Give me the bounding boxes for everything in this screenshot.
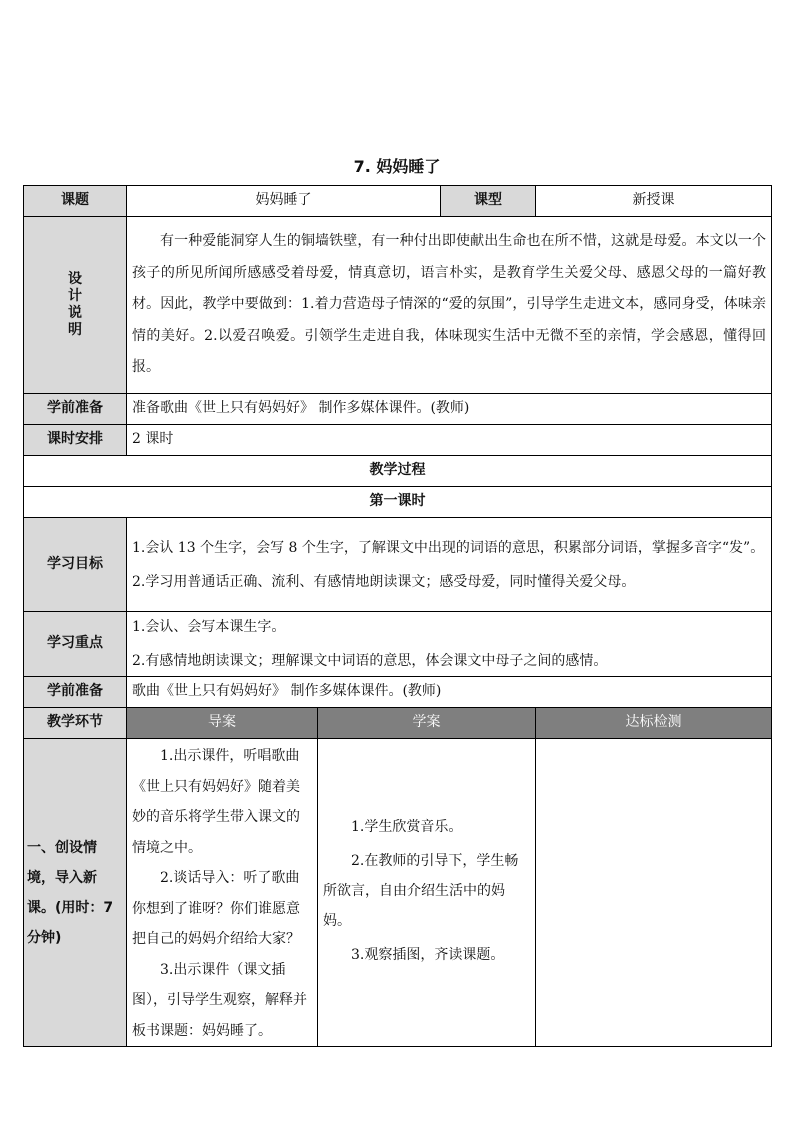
goals-label: 学习目标 [24, 518, 127, 612]
schedule-value: 2 课时 [127, 425, 772, 456]
prep-label-1: 学前准备 [24, 394, 127, 425]
schedule-row [24, 425, 772, 456]
guide-item: 1.出示课件，听唱歌曲《世上只有妈妈好》随着美妙的音乐将学生带入课文的情境之中。 [132, 748, 300, 856]
prep-row-2 [24, 677, 772, 708]
stage-row-1 [24, 739, 772, 1047]
process-heading: 教学过程 [24, 456, 772, 487]
study-item: 3.观察插图，齐读课题。 [351, 946, 505, 963]
focus-item: 1.会认、会写本课生字。 [132, 619, 286, 635]
study-item: 2.在教师的引导下，学生畅所欲言，自由介绍生活中的妈妈。 [323, 852, 519, 929]
prep-label-2: 学前准备 [24, 677, 127, 708]
prep-value-2: 歌曲《世上只有妈妈好》 制作多媒体课件。(教师) [127, 677, 772, 708]
focus-row [24, 612, 772, 677]
goals-cell [127, 518, 772, 612]
focus-label: 学习重点 [24, 612, 127, 677]
topic-label: 课题 [24, 186, 127, 217]
prep-row-1 [24, 394, 772, 425]
guide-cell [127, 739, 318, 1047]
design-text-cell [127, 217, 772, 394]
study-cell [318, 739, 536, 1047]
col-study-header: 学案 [318, 708, 536, 739]
stage-name: 一、创设情境，导入新课。(用时：7 分钟) [24, 739, 127, 1047]
process-heading-row [24, 456, 772, 487]
focus-cell [127, 612, 772, 677]
goal-item: 2.学习用普通话正确、流利、有感情地朗读课文；感受母爱，同时懂得关爱父母。 [132, 573, 636, 590]
topic-row [24, 186, 772, 217]
document-title: 7. 妈妈睡了 [353, 157, 441, 176]
lesson-type-value: 新授课 [536, 186, 772, 217]
col-check-header: 达标检测 [536, 708, 772, 739]
column-header-row [24, 708, 772, 739]
goal-item: 1.会认 13 个生字，会写 8 个生字，了解课文中出现的词语的意思，积累部分词语，掌握多音字“发”。 [132, 539, 765, 556]
topic-value: 妈妈睡了 [127, 186, 441, 217]
col-stage-header: 教学环节 [24, 708, 127, 739]
check-cell [536, 739, 772, 1047]
lesson-heading-row [24, 487, 772, 518]
guide-item: 3.出示课件（课文插图），引导学生观察，解释并板书课题：妈妈睡了。 [132, 961, 307, 1039]
focus-item: 2.有感情地朗读课文；理解课文中词语的意思，体会课文中母子之间的感情。 [132, 653, 608, 669]
lesson-heading: 第一课时 [24, 487, 772, 518]
goals-row [24, 518, 772, 612]
guide-item: 2.谈话导入：听了歌曲你想到了谁呀？你们谁愿意把自己的妈妈介绍给大家？ [132, 870, 300, 947]
lesson-type-label: 课型 [441, 186, 536, 217]
prep-value-1: 准备歌曲《世上只有妈妈好》 制作多媒体课件。(教师) [127, 394, 772, 425]
col-guide-header: 导案 [127, 708, 318, 739]
lesson-plan-table [23, 185, 772, 1047]
design-label: 设 计 说 明 [24, 217, 127, 394]
design-row [24, 217, 772, 394]
schedule-label: 课时安排 [24, 425, 127, 456]
study-item: 1.学生欣赏音乐。 [351, 818, 463, 835]
design-text: 有一种爱能洞穿人生的铜墙铁壁，有一种付出即使献出生命也在所不惜，这就是母爱。本文以一个孩子的所见所闻所感感受着母爱，情真意切，语言朴实，是教育学生关爱父母、感恩父母的一篇好教材。因此，教学中要做到：1.着力营造母子情深的“爱的氛围”，引导学生走进文本，感同身受，体味亲情的美好。2.以爱召唤爱。引领学生走进自我，体味现实生活中无微不至的亲情，学会感恩，懂得回报。 [132, 233, 766, 376]
